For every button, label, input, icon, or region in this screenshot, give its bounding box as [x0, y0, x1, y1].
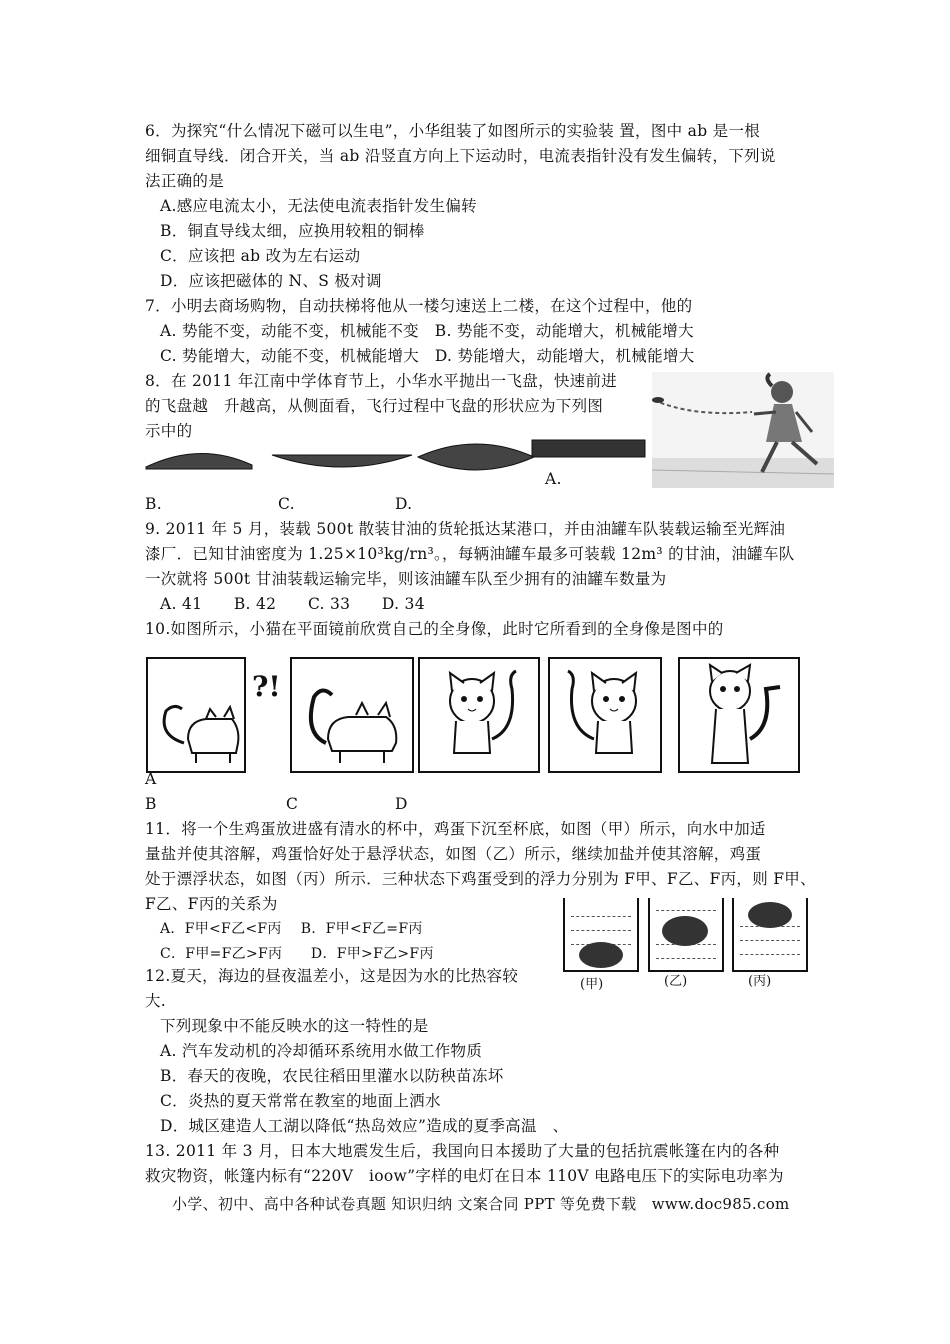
q10-label-c: C [286, 795, 299, 813]
q12-option-d: D．城区建造人工湖以降低“热岛效应”造成的夏季高温 、 [160, 1117, 569, 1135]
cat-back-view-icon [148, 659, 244, 771]
q9-stem-line-3: 一次就将 500t 甘油装载运输完毕，则该油罐车队至少拥有的油罐车数量为 [145, 570, 667, 588]
q9-options: A. 41 B. 42 C. 33 D. 34 [160, 595, 425, 613]
q8-label-b: B. [145, 495, 162, 513]
q8-stem-line-3: 示中的 [145, 422, 193, 440]
egg-sunk [579, 942, 623, 968]
q13-stem-line-1: 13. 2011 年 3 月，日本大地震发生后，我国向日本援助了大量的包括抗震帐篷在内的各种 [145, 1142, 780, 1160]
q6-option-b: B．铜直导线太细，应换用较粗的铜棒 [160, 222, 425, 240]
q11-options-cd: C．F甲=F乙>F丙 D．F甲>F乙>F丙 [160, 946, 434, 962]
cup-jia [563, 898, 639, 972]
frisbee-shape-b [272, 455, 412, 467]
cat-sitting-icon [680, 659, 798, 771]
q10-label-d: D [395, 795, 408, 813]
egg-floating [748, 902, 792, 928]
q7-options-ab: A. 势能不变，动能不变，机械能不变 B. 势能不变，动能增大，机械能增大 [160, 322, 694, 340]
frisbee-shape-c [418, 444, 534, 470]
cup-bing [732, 898, 808, 972]
cat-option-b [290, 657, 414, 773]
cat-option-c [418, 657, 540, 773]
cup-label-jia: (甲) [580, 977, 604, 992]
q8-label-a: A. [545, 470, 562, 488]
question-marks-icon: ?! [252, 670, 281, 703]
cat-front-view-tail-left-icon [550, 659, 660, 771]
q8-stem-line-2: 的飞盘越 升越高，从侧面看，飞行过程中飞盘的形状应为下列图 [145, 397, 604, 415]
cup-label-bing: (丙) [748, 974, 772, 989]
q11-stem-line-2: 量盐并使其溶解，鸡蛋恰好处于悬浮状态，如图（乙）所示，继续加盐并使其溶解，鸡蛋 [145, 845, 762, 863]
egg-suspended [662, 916, 708, 946]
q6-option-a: A.感应电流太小，无法使电流表指针发生偏转 [160, 197, 477, 215]
cat-mirrored-back-icon [292, 659, 412, 771]
q8-stem-line-1: 8．在 2011 年江南中学体育节上，小华水平抛出一飞盘，快速前进 [145, 372, 618, 390]
mirror-cat-scene [146, 657, 246, 773]
q11-stem-line-1: 11．将一个生鸡蛋放进盛有清水的杯中，鸡蛋下沉至杯底，如图（甲）所示，向水中加适 [145, 820, 766, 838]
q10-label-a: A [145, 770, 157, 788]
frisbee-shape-a [146, 453, 252, 469]
q10-stem: 10.如图所示，小猫在平面镜前欣赏自己的全身像，此时它所看到的全身像是图中的 [145, 620, 724, 638]
q8-label-c: C. [278, 495, 295, 513]
cat-front-view-icon [420, 659, 538, 771]
q6-stem-line-2: 细铜直导线．闭合开关，当 ab 沿竖直方向上下运动时，电流表指针没有发生偏转，下列说 [145, 147, 776, 165]
q12-option-c: C．炎热的夏天常常在教室的地面上洒水 [160, 1092, 441, 1110]
q10-label-b: B [145, 795, 157, 813]
cat-option-a [678, 657, 800, 773]
q11-stem-line-3: 处于漂浮状态，如图（丙）所示．三种状态下鸡蛋受到的浮力分别为 F甲、F乙、F丙，则 F甲、 [145, 870, 816, 888]
cat-option-d [548, 657, 662, 773]
frisbee-shape-d [532, 440, 645, 457]
q13-stem-line-2: 救灾物资，帐篷内标有“220V ioow”字样的电灯在日本 110V 电路电压下的实际电功率为 [145, 1167, 784, 1185]
q9-stem-line-1: 9. 2011 年 5 月，装载 500t 散装甘油的货轮抵达某港口，并由油罐车队装载运输至光辉油 [145, 520, 786, 538]
girl-throwing-frisbee-image [652, 372, 834, 488]
q12-option-a: A. 汽车发动机的冷却循环系统用水做工作物质 [160, 1042, 483, 1060]
q11-options-ab: A．F甲<F乙<F丙 B．F甲<F乙=F丙 [160, 921, 423, 937]
q7-stem: 7．小明去商场购物，自动扶梯将他从一楼匀速送上二楼，在这个过程中，他的 [145, 297, 693, 315]
q12-sub-question: 下列现象中不能反映水的这一特性的是 [160, 1017, 429, 1035]
q8-label-d: D. [395, 495, 413, 513]
q12-stem-line-1: 12.夏天，海边的昼夜温差小，这是因为水的比热容较 [145, 967, 519, 985]
frisbee-shapes-figure [140, 435, 650, 480]
q6-stem-line-3: 法正确的是 [145, 172, 225, 190]
cup-label-yi: (乙) [664, 974, 688, 989]
page-footer: 小学、初中、高中各种试卷真题 知识归纳 文案合同 PPT 等免费下载 www.doc985.com [172, 1195, 790, 1213]
q7-options-cd: C. 势能增大，动能不变，机械能增大 D. 势能增大，动能增大，机械能增大 [160, 347, 695, 365]
q6-option-d: D．应该把磁体的 N、S 极对调 [160, 272, 382, 290]
q6-stem-line-1: 6．为探究“什么情况下磁可以生电”，小华组装了如图所示的实验装 置，图中 ab 是一根 [145, 122, 761, 140]
q12-option-b: B．春天的夜晚，农民往稻田里灌水以防秧苗冻坏 [160, 1067, 504, 1085]
q9-stem-line-2: 漆厂．已知甘油密度为 1.25×10³kg/rn³。，每辆油罐车最多可装载 12m³ 的甘油，油罐车队 [145, 545, 795, 563]
q11-stem-line-4: F乙、F丙的关系为 [145, 895, 278, 913]
q12-stem-line-2: 大. [145, 992, 167, 1010]
cup-yi [648, 898, 724, 972]
q6-option-c: C．应该把 ab 改为左右运动 [160, 247, 361, 265]
